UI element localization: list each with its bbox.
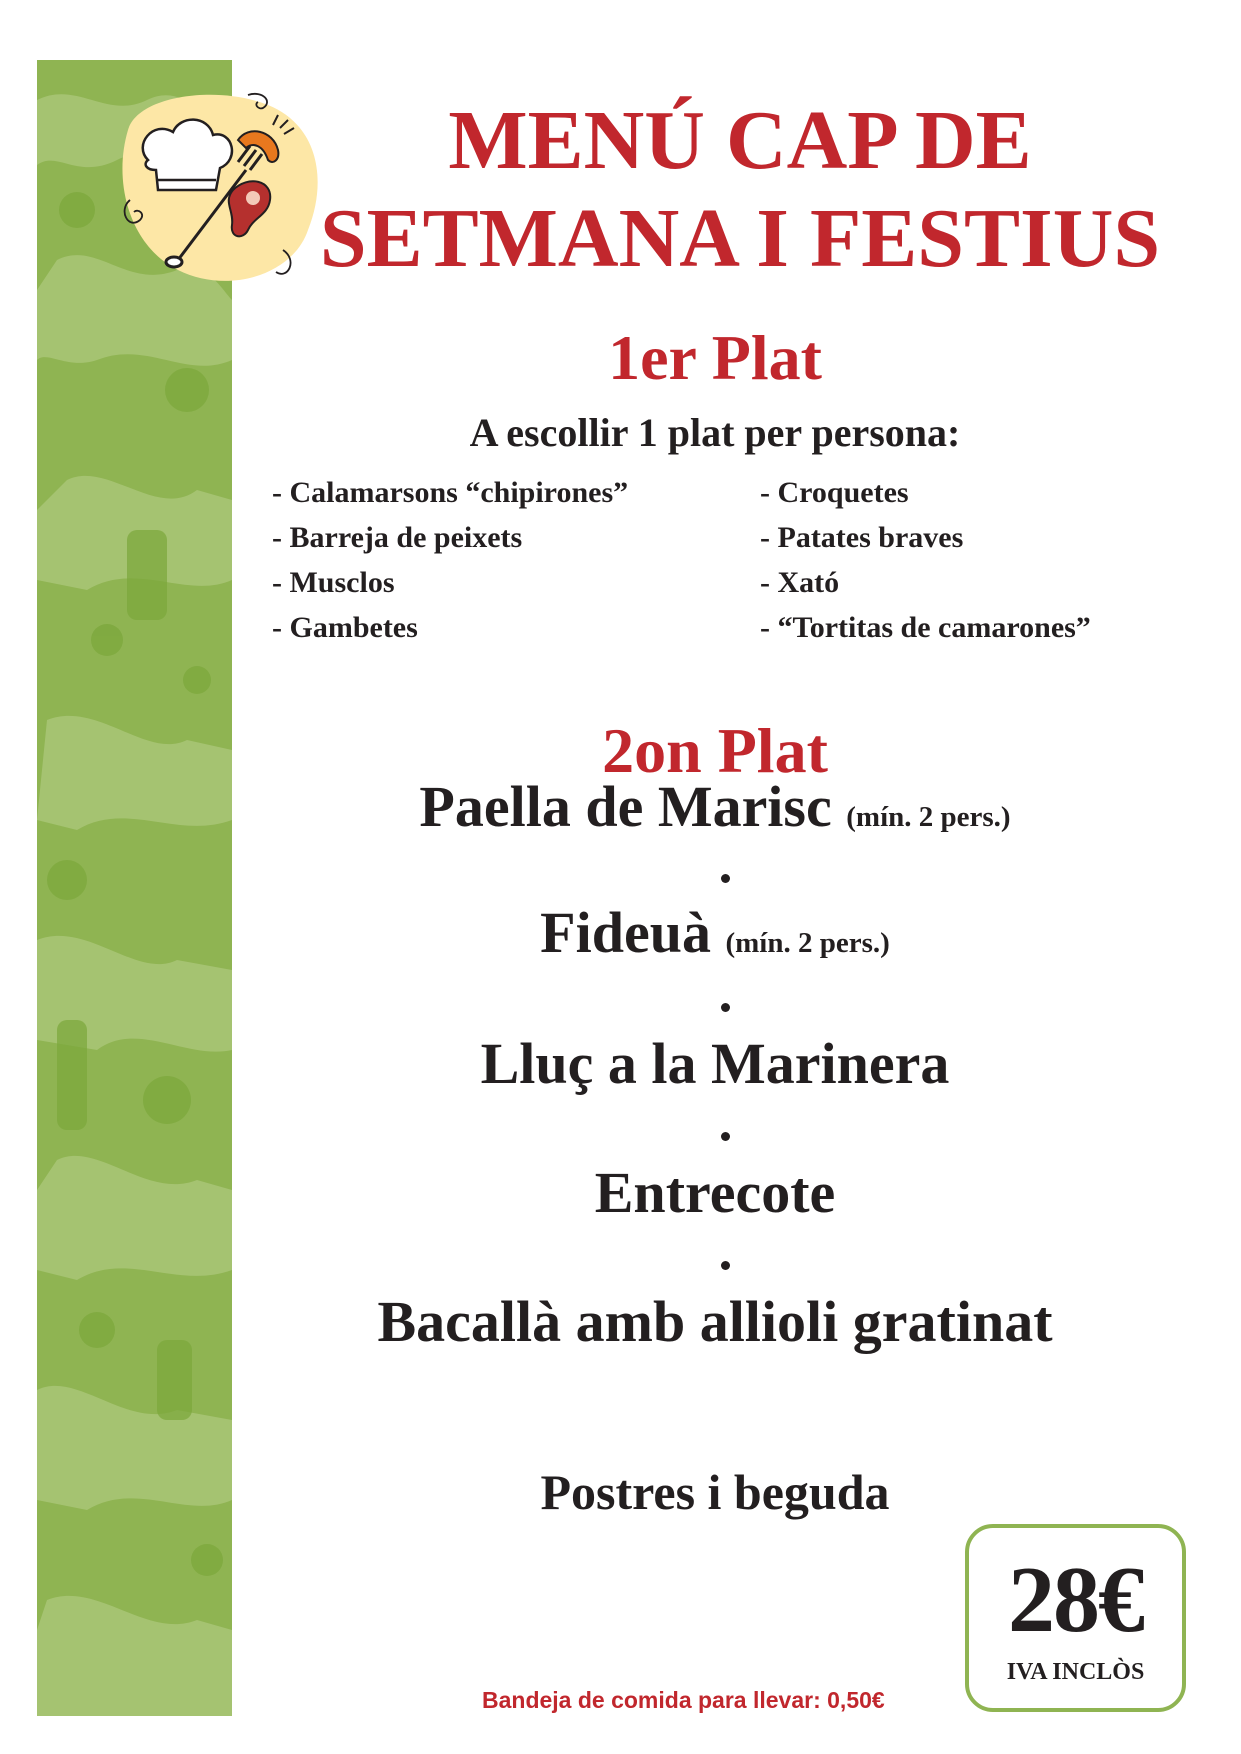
first-course-left-list [272, 470, 628, 650]
menu-title-line2: SETMANA I FESTIUS [319, 192, 1161, 285]
dish-name: Paella de Marisc [419, 774, 832, 839]
second-course-heading: 2on Plat [602, 715, 828, 786]
menu-title-line1: MENÚ CAP DE [448, 94, 1032, 187]
dish-name: Lluç a la Marinera [480, 1031, 950, 1096]
price-amount: 28€ [1008, 1548, 1143, 1652]
list-item: - Xató [760, 566, 840, 599]
green-texture [37, 60, 232, 1716]
first-course-right-list [760, 470, 1091, 650]
separator-dot [721, 1261, 730, 1270]
main-dish [250, 900, 1180, 976]
list-item: - Patates braves [760, 521, 964, 554]
list-item: - “Tortitas de camarones” [760, 611, 1091, 644]
first-course-instructions: A escollir 1 plat per persona: [469, 410, 961, 455]
vat-note: IVA INCLÒS [1006, 1659, 1145, 1685]
decorative-green-bar [37, 60, 232, 1716]
main-dish [250, 1289, 1180, 1355]
dish-note: (mín. 2 pers.) [846, 801, 1011, 833]
separator-dot [721, 1003, 730, 1012]
dish-name: Bacallà amb allioli gratinat [377, 1289, 1053, 1354]
list-item: - Barreja de peixets [272, 521, 523, 554]
separator-dot [721, 874, 730, 883]
dish-name: Entrecote [594, 1160, 836, 1225]
separator-dot [721, 1132, 730, 1141]
price-box [965, 1524, 1186, 1712]
dish-note: (mín. 2 pers.) [725, 927, 890, 959]
takeaway-note: Bandeja de comida para llevar: 0,50€ [482, 1687, 885, 1713]
main-dish [250, 1160, 1180, 1226]
main-dish [250, 774, 1180, 850]
dish-name: Fideuà [540, 900, 711, 965]
list-item: - Calamarsons “chipirones” [272, 476, 629, 509]
dessert-and-drink: Postres i beguda [540, 1464, 890, 1520]
first-course-heading: 1er Plat [608, 322, 822, 393]
list-item: - Gambetes [272, 611, 418, 644]
list-item: - Musclos [272, 566, 395, 599]
menu-title [240, 92, 1240, 288]
main-dish [250, 1031, 1180, 1097]
list-item: - Croquetes [760, 476, 909, 509]
